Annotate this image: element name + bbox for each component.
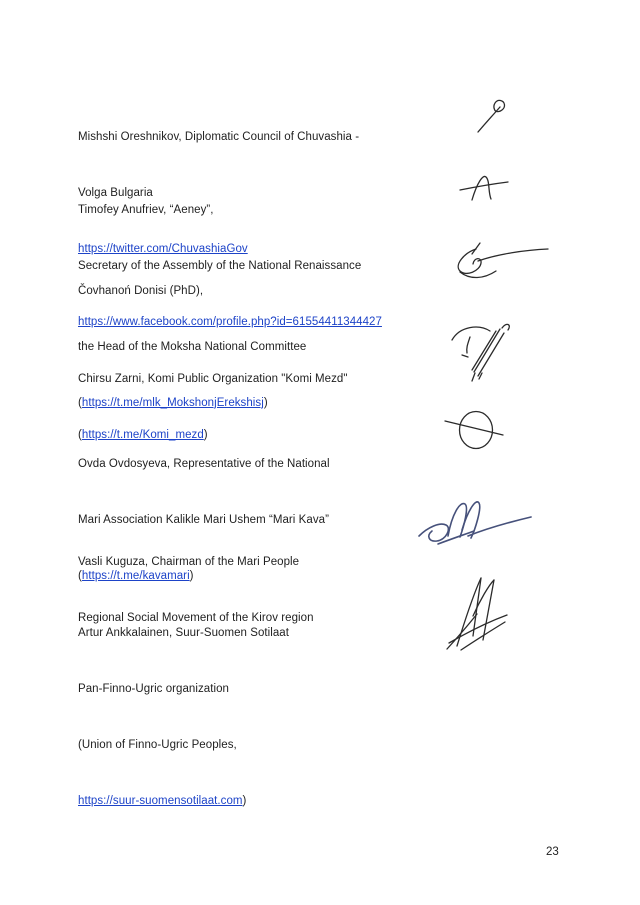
paren-open: (	[78, 396, 82, 409]
signature-scribble-3	[450, 239, 550, 285]
paren-open: (	[78, 569, 82, 582]
paren-close: )	[263, 396, 268, 409]
signatory-line: Pan-Finno-Ugric organization	[78, 682, 229, 695]
signatory-link[interactable]: https://www.facebook.com/profile.php?id=61554411344427	[78, 315, 382, 328]
signatory-line: Vasli Kuguza, Chairman of the Mari People	[78, 556, 300, 569]
signature-scribble-2	[458, 170, 510, 206]
signature-scribble-4	[445, 320, 517, 382]
page-number: 23	[546, 846, 559, 858]
signatory-line: Regional Social Movement of the Kirov region	[78, 611, 314, 624]
signatory-line: (Union of Finno-Ugric Peoples,	[78, 738, 237, 751]
signatory-line: Artur Ankkalainen, Suur-Suomen Sotilaat	[78, 627, 289, 640]
signatory-line: Chirsu Zarni, Komi Public Organization "Komi Mezd"	[78, 373, 348, 386]
signatory-line: Volga Bulgaria	[78, 186, 153, 199]
paren-open: (	[78, 428, 82, 441]
signatory-line: Mishshi Oreshnikov, Diplomatic Council of Chuvashia -	[78, 131, 360, 144]
signatory-link[interactable]: https://t.me/Komi_mezd	[81, 428, 204, 441]
signatory-line: Ovda Ovdosyeva, Representative of the National	[78, 458, 330, 471]
signatory-line: Secretary of the Assembly of the National Renaissance	[78, 259, 362, 272]
signature-scribble-7	[444, 571, 514, 655]
signature-scribble-6	[416, 490, 534, 552]
signature-scribble-5	[443, 402, 505, 454]
signatory-link[interactable]: https://suur-suomensotilaat.com	[78, 794, 243, 807]
signature-scribble-1	[469, 96, 511, 138]
paren-close: )	[189, 569, 194, 582]
signatory-line: Timofey Anufriev, “Aeney”,	[78, 204, 214, 217]
paren-close: )	[242, 794, 247, 807]
signatory-link[interactable]: https://t.me/mlk_MokshonjErekshisj	[81, 396, 264, 409]
signatory-line: Mari Association Kalikle Mari Ushem “Mari Kava”	[78, 513, 329, 526]
signatory-link[interactable]: https://t.me/kavamari	[81, 569, 190, 582]
signatory-line: Čovhanoń Donisi (PhD),	[78, 285, 204, 298]
signatory-entry	[78, 587, 498, 847]
paren-close: )	[203, 428, 208, 441]
signatory-line	[78, 792, 498, 811]
signatory-link[interactable]: https://twitter.com/ChuvashiaGov	[78, 242, 248, 255]
signatory-line: the Head of the Moksha National Committee	[78, 340, 307, 353]
